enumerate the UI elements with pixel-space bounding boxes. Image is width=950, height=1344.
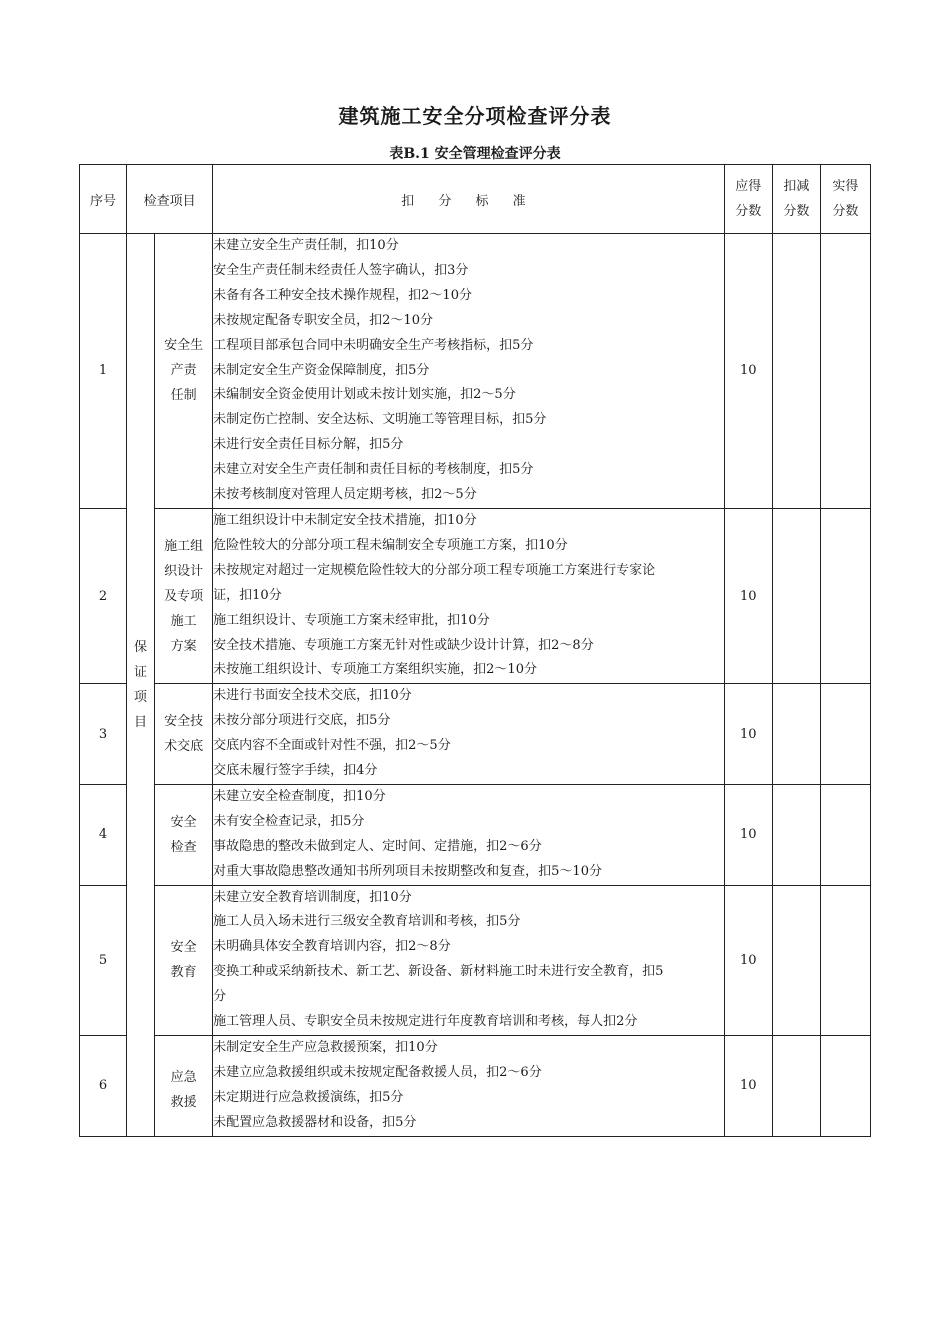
row-actual-score[interactable] (820, 234, 870, 509)
criteria-line: 交底内容不全面或针对性不强，扣2～5分 (213, 738, 451, 754)
criteria-line: 未进行书面安全技术交底，扣10分 (213, 688, 412, 704)
row-seq: 2 (80, 508, 127, 683)
item-line: 教育 (170, 965, 197, 981)
criteria-line: 未建立安全生产责任制，扣10分 (213, 238, 399, 253)
criteria-line: 未按规定配备专职安全员，扣2～10分 (213, 312, 433, 328)
header-actual-line2: 分数 (832, 204, 859, 219)
criteria-line: 未明确具体安全教育培训内容，扣2～8分 (213, 939, 451, 955)
row-actual-score[interactable] (820, 784, 870, 885)
criteria-line: 未建立安全教育培训制度，扣10分 (213, 889, 412, 905)
row-item (155, 1036, 213, 1137)
criteria-line: 变换工种或采纳新技术、新工艺、新设备、新材料施工时未进行安全教育，扣5 (213, 964, 664, 980)
row-criteria (213, 684, 725, 785)
header-row (80, 165, 871, 234)
score-table (79, 164, 871, 1137)
row-criteria (213, 234, 725, 509)
item-line: 安全 (170, 814, 197, 830)
item-line: 术交底 (164, 739, 204, 755)
row-seq: 3 (80, 684, 127, 785)
header-due-score (724, 165, 772, 234)
row-item (155, 508, 213, 683)
criteria-line: 安全技术措施、专项施工方案无针对性或缺少设计计算，扣2～8分 (213, 637, 594, 653)
criteria-line: 交底未履行签字手续，扣4分 (213, 763, 378, 779)
table-row (80, 508, 871, 683)
item-line: 施工组 (164, 538, 204, 554)
row-actual-score[interactable] (820, 508, 870, 683)
criteria-line: 安全生产责任制未经责任人签字确认，扣3分 (213, 262, 469, 278)
item-line: 检查 (170, 839, 197, 855)
row-deduct-score[interactable] (772, 234, 820, 509)
row-due-score: 10 (724, 784, 772, 885)
group-char: 证 (134, 664, 148, 680)
row-item (155, 784, 213, 885)
row-due-score: 10 (724, 234, 772, 509)
group-char: 保 (134, 639, 148, 655)
header-actual-line1: 实得 (832, 179, 859, 194)
criteria-line: 分 (213, 989, 227, 1005)
criteria-line: 未进行安全责任目标分解，扣5分 (213, 437, 404, 453)
criteria-line: 未按分部分项进行交底，扣5分 (213, 713, 391, 729)
row-deduct-score[interactable] (772, 885, 820, 1035)
row-seq: 4 (80, 784, 127, 885)
item-line: 安全 (170, 940, 197, 956)
item-line: 及专项 (164, 588, 204, 604)
row-deduct-score[interactable] (772, 684, 820, 785)
header-deduct-line1: 扣减 (783, 179, 810, 194)
criteria-line: 未建立对安全生产责任制和责任目标的考核制度，扣5分 (213, 462, 534, 478)
row-item (155, 234, 213, 509)
table-row (80, 1036, 871, 1137)
criteria-line: 未建立安全检查制度，扣10分 (213, 788, 386, 804)
row-seq: 1 (80, 234, 127, 509)
row-deduct-score[interactable] (772, 1036, 820, 1137)
header-deduct-score (772, 165, 820, 234)
criteria-line: 未备有各工种安全技术操作规程，扣2～10分 (213, 287, 472, 303)
criteria-line: 施工组织设计中未制定安全技术措施，扣10分 (213, 512, 477, 528)
row-criteria (213, 784, 725, 885)
table-title: 表B.1 安全管理检查评分表 (389, 146, 561, 162)
header-due-line2: 分数 (735, 204, 762, 219)
group-char: 项 (134, 689, 148, 705)
criteria-line: 未按考核制度对管理人员定期考核，扣2～5分 (213, 487, 477, 503)
criteria-line: 施工人员入场未进行三级安全教育培训和考核，扣5分 (213, 914, 521, 930)
row-deduct-score[interactable] (772, 784, 820, 885)
row-item (155, 885, 213, 1035)
row-deduct-score[interactable] (772, 508, 820, 683)
item-line: 任制 (170, 388, 197, 404)
criteria-line: 未制定伤亡控制、安全达标、文明施工等管理目标，扣5分 (213, 412, 547, 428)
criteria-line: 施工组织设计、专项施工方案未经审批，扣10分 (213, 612, 490, 628)
row-due-score: 10 (724, 1036, 772, 1137)
row-criteria (213, 508, 725, 683)
row-item (155, 684, 213, 785)
header-seq: 序号 (80, 165, 127, 234)
criteria-line: 未按施工组织设计、专项施工方案组织实施，扣2～10分 (213, 662, 537, 678)
row-actual-score[interactable] (820, 1036, 870, 1137)
criteria-line: 事故隐患的整改未做到定人、定时间、定措施，扣2～6分 (213, 838, 542, 854)
criteria-line: 未配置应急救援器材和设备，扣5分 (213, 1114, 417, 1130)
document-title: 建筑施工安全分项检查评分表 (338, 104, 612, 128)
criteria-line: 施工管理人员、专职安全员未按规定进行年度教育培训和考核，每人扣2分 (213, 1014, 638, 1030)
item-line: 方案 (170, 638, 197, 654)
item-line: 安全技 (164, 714, 204, 730)
row-due-score: 10 (724, 684, 772, 785)
row-seq: 5 (80, 885, 127, 1035)
table-row (80, 885, 871, 1035)
row-seq: 6 (80, 1036, 127, 1137)
header-actual-score (820, 165, 870, 234)
item-line: 织设计 (164, 563, 204, 579)
row-criteria (213, 885, 725, 1035)
criteria-line: 未按规定对超过一定规模危险性较大的分部分项工程专项施工方案进行专家论 (213, 562, 656, 578)
criteria-line: 证，扣10分 (213, 587, 282, 603)
row-criteria (213, 1036, 725, 1137)
criteria-line: 未定期进行应急救援演练，扣5分 (213, 1089, 404, 1105)
header-criteria: 扣 分 标 准 (213, 165, 725, 234)
criteria-line: 未制定安全生产资金保障制度，扣5分 (213, 362, 430, 378)
row-due-score: 10 (724, 508, 772, 683)
item-line: 施工 (170, 613, 197, 629)
table-row (80, 684, 871, 785)
row-due-score: 10 (724, 885, 772, 1035)
group-char: 目 (134, 714, 148, 730)
header-due-line1: 应得 (735, 179, 762, 194)
row-actual-score[interactable] (820, 885, 870, 1035)
header-item: 检查项目 (127, 165, 213, 234)
item-line: 产责 (170, 363, 197, 379)
item-line: 救援 (170, 1094, 197, 1110)
criteria-line: 未建立应急救援组织或未按规定配备救援人员，扣2～6分 (213, 1064, 542, 1080)
criteria-line: 未编制安全资金使用计划或未按计划实施，扣2～5分 (213, 387, 516, 403)
header-deduct-line2: 分数 (783, 204, 810, 219)
table-row (80, 234, 871, 509)
group-label-guarantee (127, 234, 155, 1137)
criteria-line: 工程项目部承包合同中未明确安全生产考核指标，扣5分 (213, 337, 534, 353)
criteria-line: 危险性较大的分部分项工程未编制安全专项施工方案，扣10分 (213, 537, 568, 553)
table-row (80, 784, 871, 885)
criteria-line: 未制定安全生产应急救援预案，扣10分 (213, 1040, 438, 1055)
item-line: 应急 (170, 1069, 197, 1085)
criteria-line: 未有安全检查记录，扣5分 (213, 813, 365, 829)
criteria-line: 对重大事故隐患整改通知书所列项目未按期整改和复查，扣5～10分 (213, 863, 602, 879)
item-line: 安全生 (164, 338, 204, 354)
row-actual-score[interactable] (820, 684, 870, 785)
